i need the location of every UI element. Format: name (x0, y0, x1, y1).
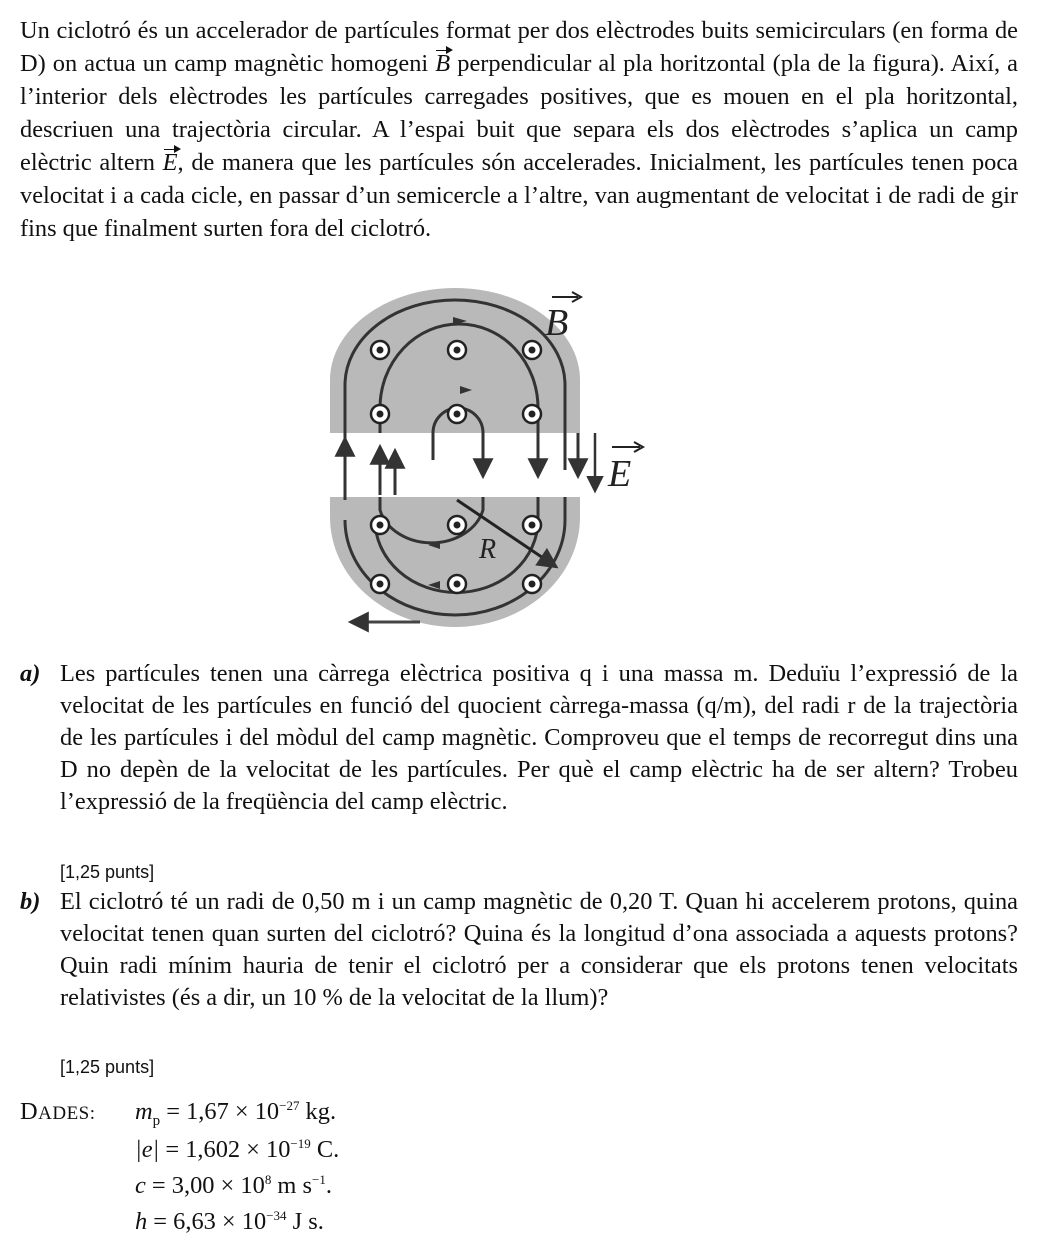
cyclotron-figure (330, 283, 660, 633)
question-b-text: El ciclotró té un radi de 0,50 m i un camp magnètic de 0,20 T. Quan hi accelerem protons, quina velocitat tenen quan surten del ciclotró? Quina és la longitud d’ona associada a aquests protons? Quin radi mínim hauria de tenir el ciclotró per a considerar que els protons tenen velocitats relativistes (és a dir, un 10 % de la velocitat de la llum)? (60, 888, 1018, 1011)
intro-paragraph (20, 14, 1018, 245)
question-b-label: b) (20, 888, 41, 915)
question-a-text: Les partícules tenen una càrrega elèctrica positiva q i una massa m. Deduïu l’expressió de la velocitat de les partícules en funció del quocient càrrega-massa (q/m), del radi r de la trajectòria de les partícules i del mòdul del camp magnètic. Comproveu que el temps de recorregut dins una D no depèn de la velocitat de les partícules. Per què el camp elèctric ha de ser altern? Trobeu l’expressió de la freqüència del camp elèctric. (60, 660, 1018, 815)
label-e: E (608, 453, 632, 495)
question-a (20, 658, 1018, 818)
question-b-points: [1,25 punts] (60, 1057, 155, 1077)
vector-b: B (435, 47, 450, 80)
question-a-points: [1,25 punts] (60, 862, 155, 882)
label-b: B (545, 302, 569, 344)
question-b (20, 886, 1018, 1014)
data-electron-charge: $|e| = 1,602 \times 10^{-19}$ C. (135, 1136, 340, 1164)
question-a-label: a) (20, 660, 41, 687)
data-proton-mass: $m_p = 1,67 \times 10^{-27}$ kg. (135, 1098, 337, 1129)
data-planck-constant: $h = 6,63 \times 10^{-34}$ J s. (135, 1208, 324, 1236)
data-speed-of-light: $c = 3,00 \times 10^8$ m $s^{-1}$. (135, 1172, 332, 1200)
intro-text-1: Un ciclotró és un accelerador de partícules format per dos elèctrodes buits semicirculars (en forma de D) on actua un camp magnètic homogeni (20, 17, 1018, 77)
label-r: R (479, 534, 497, 565)
gap-arrows (345, 433, 578, 500)
intro-text-2: perpendicular al pla horitzontal (pla de la figura). Així, a l’interior dels elèctrodes les partícules carregades positives, que es mouen en el pla horitzontal, descriuen una trajectòria circular. A l’espai buit que separa els dos elèctrodes s’aplica un camp elèctric altern (20, 50, 1018, 176)
dades-label: DADES: (20, 1098, 96, 1125)
intro-text-3: , de manera que les partícules són accelerades. Inicialment, les partícules tenen poca velocitat i a cada cicle, en passar d’un semicercle a l’altre, van augmentant de velocitat i de radi de gir fins que finalment surten fora del ciclotró. (20, 149, 1018, 242)
vector-e: E (163, 146, 178, 179)
